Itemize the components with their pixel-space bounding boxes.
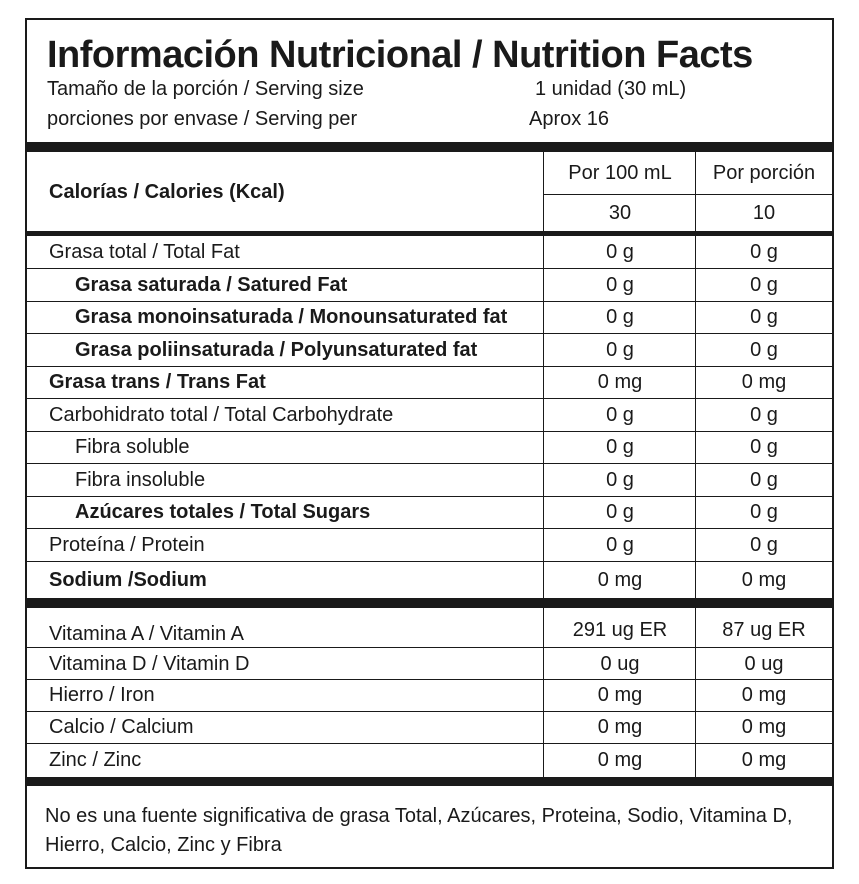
nutrient-label: Grasa total / Total Fat	[49, 240, 240, 263]
nutrient-per-serving: 0 g	[750, 533, 778, 556]
nutrient-per-serving: 0 g	[750, 468, 778, 491]
nutrient-per-100ml: 0 mg	[597, 568, 643, 591]
nutrient-label: Azúcares totales / Total Sugars	[75, 501, 371, 523]
nutrient-per-100ml: 0 g	[606, 306, 634, 328]
serving-size-value: 1 unidad (30 mL)	[535, 78, 687, 100]
vitamin-per-100ml: 291 ug ER	[572, 618, 668, 641]
page-title: Información Nutricional / Nutrition Facts	[47, 34, 753, 76]
nutrition-facts-panel	[25, 18, 834, 869]
nutrient-label: Fibra insoluble	[75, 468, 206, 491]
column-divider	[543, 152, 544, 598]
nutrient-per-serving: 0 g	[750, 306, 778, 328]
table-row	[27, 497, 832, 528]
nutrient-per-100ml: 0 g	[606, 468, 634, 491]
nutrient-per-100ml: 0 g	[606, 501, 634, 523]
servings-per-container-label: porciones por envase / Serving per	[47, 108, 358, 130]
table-row	[27, 334, 832, 366]
nutrient-per-serving: 0 g	[750, 338, 778, 361]
nutrient-label: Fibra soluble	[75, 436, 190, 458]
nutrient-per-100ml: 0 g	[606, 273, 634, 296]
vitamin-per-100ml: 0 mg	[597, 748, 643, 771]
table-row	[27, 680, 832, 711]
table-row	[27, 302, 832, 333]
table-row	[27, 529, 832, 561]
table-row	[27, 432, 832, 463]
calories-per-100ml: 30	[608, 202, 632, 224]
table-row	[27, 712, 832, 743]
divider-thick	[27, 777, 832, 786]
table-row	[27, 236, 832, 268]
nutrient-label: Grasa trans / Trans Fat	[49, 371, 266, 393]
nutrient-per-100ml: 0 g	[606, 240, 634, 263]
table-row	[27, 399, 832, 431]
column-header-per-100ml: Por 100 mL	[568, 161, 672, 184]
calories-value-row	[27, 195, 832, 232]
nutrient-label: Proteína / Protein	[49, 533, 205, 556]
column-divider	[695, 152, 696, 598]
servings-per-container-value: Aprox 16	[529, 108, 610, 130]
table-row	[27, 744, 832, 776]
serving-size-label: Tamaño de la porción / Serving size	[47, 78, 364, 100]
table-row	[27, 562, 832, 598]
nutrient-per-serving: 0 mg	[741, 371, 787, 393]
table-row	[27, 608, 832, 648]
footnote: No es una fuente significativa de grasa Total, Azúcares, Proteina, Sodio, Vitamina D, Hierro, Calcio, Zinc y Fibra	[45, 805, 793, 856]
column-header-per-serving: Por porción	[712, 161, 816, 184]
nutrient-per-100ml: 0 g	[606, 338, 634, 361]
vitamin-per-100ml: 0 mg	[597, 684, 643, 706]
vitamin-per-serving: 0 ug	[744, 652, 784, 675]
nutrient-per-100ml: 0 g	[606, 403, 634, 426]
vitamin-label: Calcio / Calcium	[49, 716, 194, 738]
calories-label: Calorías / Calories (Kcal)	[49, 180, 285, 203]
nutrient-per-serving: 0 g	[750, 436, 778, 458]
column-divider	[543, 608, 544, 777]
nutrient-per-100ml: 0 g	[606, 533, 634, 556]
column-divider	[695, 608, 696, 777]
nutrient-per-serving: 0 g	[750, 273, 778, 296]
nutrient-per-serving: 0 mg	[741, 568, 787, 591]
nutrient-label: Sodium /Sodium	[49, 568, 207, 591]
nutrient-per-serving: 0 g	[750, 501, 778, 523]
nutrient-per-100ml: 0 g	[606, 436, 634, 458]
vitamin-per-serving: 0 mg	[741, 748, 787, 771]
table-row	[27, 269, 832, 301]
calories-per-serving: 10	[752, 202, 776, 224]
vitamin-per-serving: 0 mg	[741, 716, 787, 738]
vitamin-label: Zinc / Zinc	[49, 748, 142, 771]
table-row	[27, 464, 832, 496]
vitamin-per-serving: 0 mg	[741, 684, 787, 706]
divider-thick	[27, 142, 832, 152]
vitamin-per-100ml: 0 ug	[600, 652, 640, 675]
nutrient-per-serving: 0 g	[750, 403, 778, 426]
nutrient-label: Grasa saturada / Satured Fat	[75, 273, 348, 296]
nutrient-label: Carbohidrato total / Total Carbohydrate	[49, 403, 394, 426]
nutrient-label: Grasa poliinsaturada / Polyunsaturated fat	[75, 338, 478, 361]
vitamin-per-100ml: 0 mg	[597, 716, 643, 738]
vitamin-label: Hierro / Iron	[49, 684, 155, 706]
vitamin-per-serving: 87 ug ER	[722, 618, 806, 641]
calories-header-row	[27, 152, 832, 194]
nutrient-per-serving: 0 g	[750, 240, 778, 263]
vitamin-label: Vitamina A / Vitamin A	[49, 622, 244, 645]
divider-thick	[27, 598, 832, 608]
nutrient-label: Grasa monoinsaturada / Monounsaturated fat	[75, 306, 508, 328]
table-row	[27, 367, 832, 398]
nutrient-per-100ml: 0 mg	[597, 371, 643, 393]
table-row	[27, 648, 832, 680]
vitamin-label: Vitamina D / Vitamin D	[49, 652, 250, 675]
